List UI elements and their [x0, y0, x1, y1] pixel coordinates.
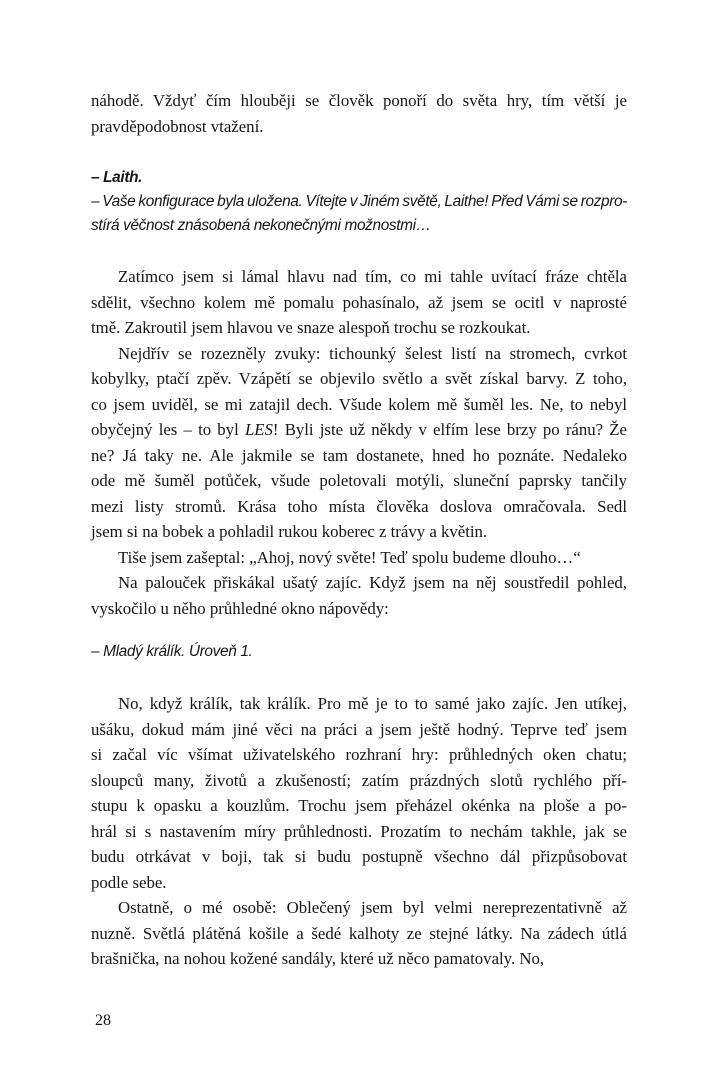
emphasized-text: LES — [244, 420, 273, 439]
text-line: jsem si na bobek a pohladil rukou koberec z trávy a květin. — [91, 522, 488, 541]
text-line: sdělit, všechno kolem mě pomalu pohasínalo, až jsem se ocitl v naprosté — [91, 292, 627, 312]
text-line: stírá věčnost znásobená nekonečnými možnostmi… — [91, 217, 431, 234]
para-whisper — [91, 545, 627, 571]
text-line: ne? Já taky ne. Ale jakmile se tam dostanete, hned ho poznáte. Nedaleko — [91, 445, 627, 465]
text-line: pravděpodobnost vtažení. — [91, 116, 264, 136]
text-line: tmě. Zakroutil jsem hlavou ve snaze alespoň trochu se rozkoukat. — [91, 318, 531, 337]
game-message-laith — [91, 166, 627, 190]
text-line: Nejdřív se rozezněly zvuky: tichounký šelest listí na stromech, cvrkot — [118, 343, 627, 363]
text-line: vyskočilo u něho průhledné okno nápovědy: — [91, 598, 389, 618]
text-line: náhodě. Vždyť čím hlouběji se člověk ponoří do světa hry, tím větší je — [91, 91, 627, 110]
game-message-config — [91, 190, 627, 238]
page-number: 28 — [95, 1012, 111, 1029]
text-line: Ostatně, o mé osobě: Oblečený jsem byl velmi nereprezentativně až — [118, 898, 627, 917]
text-line: ušáku, dokud mám jiné věci na práci a jsem ještě hodný. Teprve teď jsem — [91, 719, 627, 739]
para-interface — [91, 691, 627, 895]
para-appearance — [91, 895, 627, 972]
text-line: co jsem uviděl, se mi zatajil dech. Všude kolem mě šuměl les. Ne, to nebyl — [91, 394, 627, 414]
text-line: Tiše jsem zašeptal: „Ahoj, nový světe! Teď spolu budeme dlouho…“ — [118, 547, 581, 567]
para-forest — [91, 341, 627, 545]
text-line: hrál si s nastavením míry průhlednosti. Prozatím to nechám takhle, jak se — [91, 821, 627, 841]
text-line: – Vaše konfigurace byla uložena. Vítejte v Jiném světě, Laithe! Před Vámi se rozpro- — [91, 193, 627, 210]
text-line: No, když králík, tak králík. Pro mě je to to samé jako zajíc. Jen utíkej, — [118, 694, 627, 713]
text-line: kobylky, ptačí zpěv. Vzápětí se objevilo světlo a svět získal barvy. Z toho, — [91, 369, 627, 388]
text-line: obyčejný les – to byl LES! Byli jste už někdy v elfím lese brzy po ránu? Že — [91, 420, 627, 439]
text-line: budu otrkávat v boji, tak si budu postupně všechno dál přizpůsobovat — [91, 847, 627, 866]
text-line: brašnička, na nohou kožené sandály, které už něco pamatovaly. No, — [91, 949, 545, 968]
text-line: – Mladý králík. Úroveň 1. — [91, 643, 253, 660]
para-while-thinking — [91, 264, 627, 341]
para-opening-continuation — [91, 88, 627, 139]
text-line: sloupců many, životů a zkušeností; zatím prázdných slotů rychlého pří- — [91, 770, 627, 790]
text-column — [91, 88, 627, 972]
text-line: Zatímco jsem si lámal hlavu nad tím, co mi tahle uvítací fráze chtěla — [118, 267, 627, 286]
text-line: nuzně. Světlá plátěná košile a šedé kalhoty ze stejné látky. Na zádech útlá — [91, 923, 627, 943]
text-line: mezi listy stromů. Krása toho místa člověka doslova omračovala. Sedl — [91, 496, 627, 516]
para-rabbit-appears — [91, 570, 627, 621]
text-line: podle sebe. — [91, 872, 167, 892]
text-line: stupu k opasku a kouzlům. Trochu jsem přeházel okénka na ploše a po- — [91, 796, 627, 815]
text-line: – Laith. — [91, 169, 143, 186]
text-line: Na palouček přiskákal ušatý zajíc. Když jsem na něj soustředil pohled, — [118, 573, 627, 592]
game-message-rabbit — [91, 640, 627, 664]
text-line: ode mě šuměl potůček, všude poletovali motýli, sluneční paprsky tančily — [91, 471, 627, 490]
text-line: si začal víc všímat uživatelského rozhraní hry: průhledných oken chatu; — [91, 745, 627, 764]
